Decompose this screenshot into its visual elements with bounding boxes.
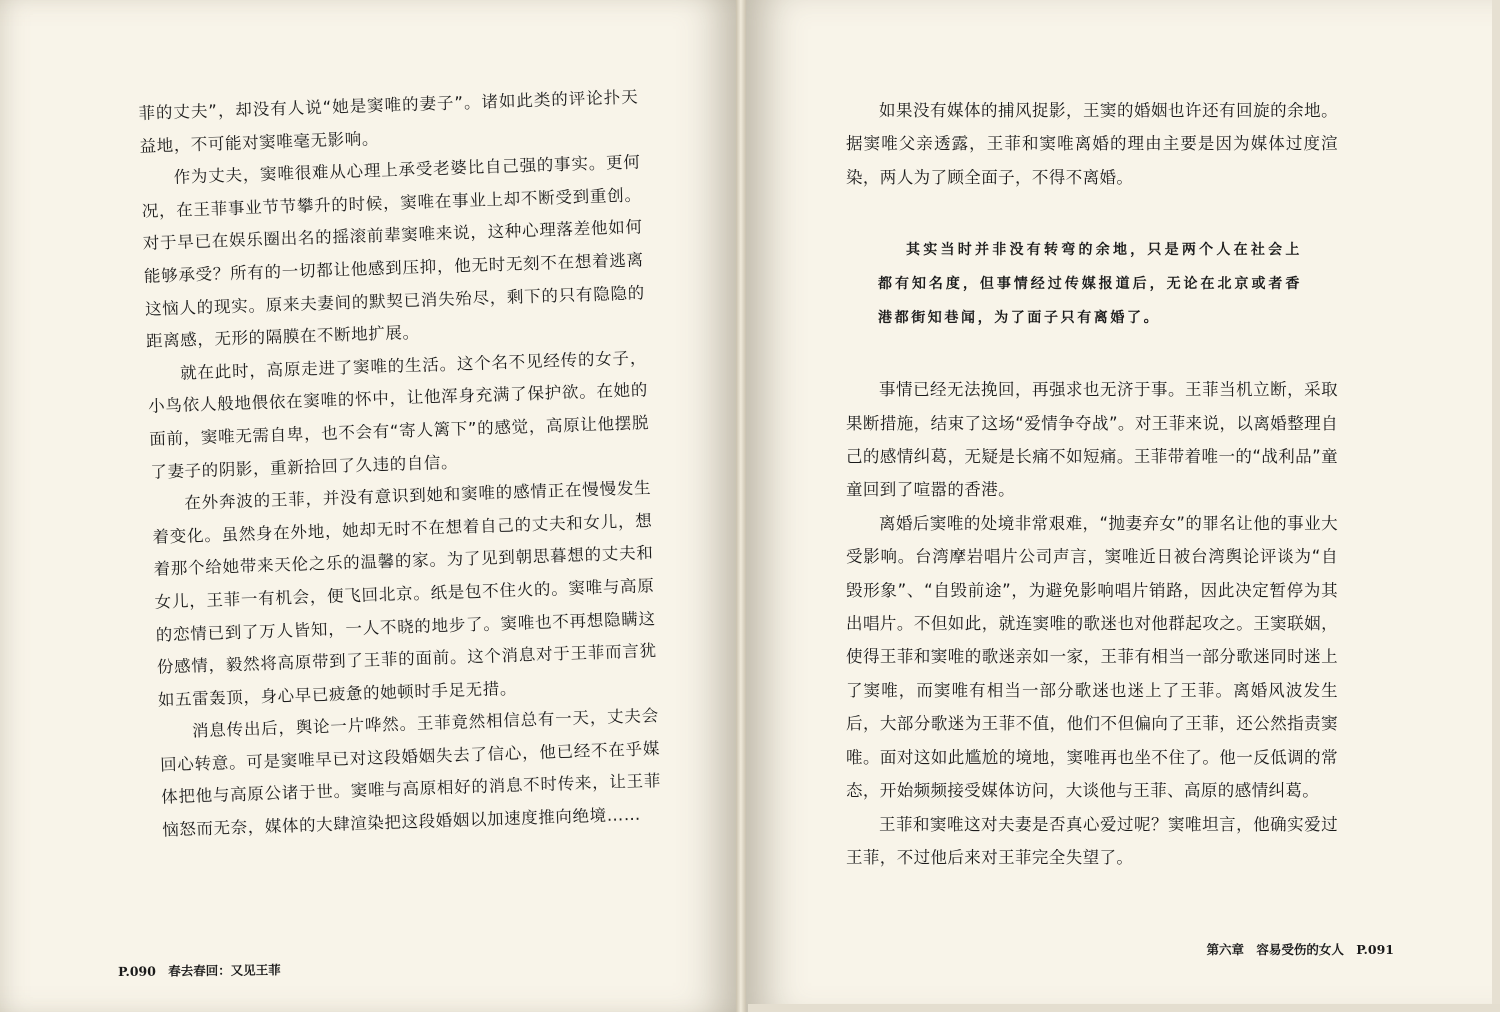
page-number: P.091 xyxy=(1356,942,1394,957)
left-page-body xyxy=(138,81,663,847)
quote-text: 其实当时并非没有转弯的余地，只是两个人在社会上都有知名度，但事情经过传媒报道后，无论在北京或者香港都街知巷闻，为了面子只有离婚了。 xyxy=(878,242,1302,327)
left-page-footer xyxy=(118,960,281,980)
page-edge-bottom xyxy=(748,1004,1500,1012)
paragraph: 菲的丈夫”，却没有人说“她是窦唯的妻子”。诸如此类的评论扑天益地，不可能对窦唯毫无影响。 xyxy=(138,87,639,156)
quote-block xyxy=(878,233,1302,335)
paragraph: 离婚后窦唯的处境非常艰难，“抛妻弃女”的罪名让他的事业大受影响。台湾摩岩唱片公司声言，窦唯近日被台湾舆论评谈为“自毁形象”、“自毁前途”，为避免影响唱片销路，因此决定暂停为其出唱片。不但如此，就连窦唯的歌迷也对他群起攻之。王窦联姻，使得王菲和窦唯的歌迷亲如一家，王菲有相当一部分歌迷同时迷上了窦唯，而窦唯有相当一部分歌迷也迷上了王菲。离婚风波发生后，大部分歌迷为王菲不值，他们不但偏向了王菲，还公然指责窦唯。面对这如此尴尬的境地，窦唯再也坐不住了。他一反低调的常态，开始频频接受媒体访问，大谈他与王菲、高原的感情纠葛。 xyxy=(846,513,1338,801)
paragraph: 事情已经无法挽回，再强求也无济于事。王菲当机立断，采取果断措施，结束了这场“爱情争夺战”。对王菲来说，以离婚整理自己的感情纠葛，无疑是长痛不如短痛。王菲带着唯一的“战利品”童童回到了喧嚣的香港。 xyxy=(846,380,1338,500)
paragraph: 王菲和窦唯这对夫妻是否真心爱过呢？窦唯坦言，他确实爱过王菲，不过他后来对王菲完全失望了。 xyxy=(846,814,1338,867)
paragraph: 作为丈夫，窦唯很难从心理上承受老婆比自己强的事实。更何况，在王菲事业节节攀升的时候，窦唯在事业上却不断受到重创。对于早已在娱乐圈出名的摇滚前辈窦唯来说，这种心理落差他如何能够承受？所有的一切都让他感到压抑，他无时无刻不在想着逃离这恼人的现实。原来夫妻间的默契已消失殆尽，剩下的只有隐隐的距离感，无形的隔膜在不断地扩展。 xyxy=(141,152,646,352)
book-title: 春去春回：又见王菲 xyxy=(168,962,281,979)
paragraph: 就在此时，高原走进了窦唯的生活。这个名不见经传的女子，小鸟依人般地偎依在窦唯的怀中，让他浑身充满了保护欲。在她的面前，窦唯无需自卑，也不会有“寄人篱下”的感觉，高原让他摆脱了妻子的阴影，重新拾回了久违的自信。 xyxy=(147,348,650,482)
paragraph: 消息传出后，舆论一片哗然。王菲竟然相信总有一天，丈夫会回心转意。可是窦唯早已对这段婚姻失去了信心，他已经不在乎媒体把他与高原公诸于世。窦唯与高原相好的消息不时传来，让王菲恼怒而无奈，媒体的大肆渲染把这段婚姻以加速度推向绝境…… xyxy=(159,706,662,840)
paragraph: 如果没有媒体的捕风捉影，王窦的婚姻也许还有回旋的余地。据窦唯父亲透露，王菲和窦唯离婚的理由主要是因为媒体过度渲染，两人为了顾全面子，不得不离婚。 xyxy=(846,101,1338,187)
right-page-body xyxy=(846,94,1338,874)
right-page-footer xyxy=(1206,940,1394,958)
page-edge-right xyxy=(1492,0,1500,1012)
page-number: P.090 xyxy=(118,963,156,979)
chapter-label: 第六章 xyxy=(1206,942,1244,957)
chapter-title: 容易受伤的女人 xyxy=(1256,942,1344,957)
left-page xyxy=(0,0,738,1012)
paragraph: 在外奔波的王菲，并没有意识到她和窦唯的感情正在慢慢发生着变化。虽然身在外地，她却无时不在想着自己的丈夫和女儿，想着那个给她带来天伦之乐的温馨的家。为了见到朝思暮想的丈夫和女儿，王菲一有机会，便飞回北京。纸是包不住火的。窦唯与高原的恋情已到了万人皆知，一人不晓的地步了。窦唯也不再想隐瞒这份感情，毅然将高原带到了王菲的面前。这个消息对于王菲而言犹如五雷轰顶，身心早已疲惫的她顿时手足无措。 xyxy=(152,478,657,710)
